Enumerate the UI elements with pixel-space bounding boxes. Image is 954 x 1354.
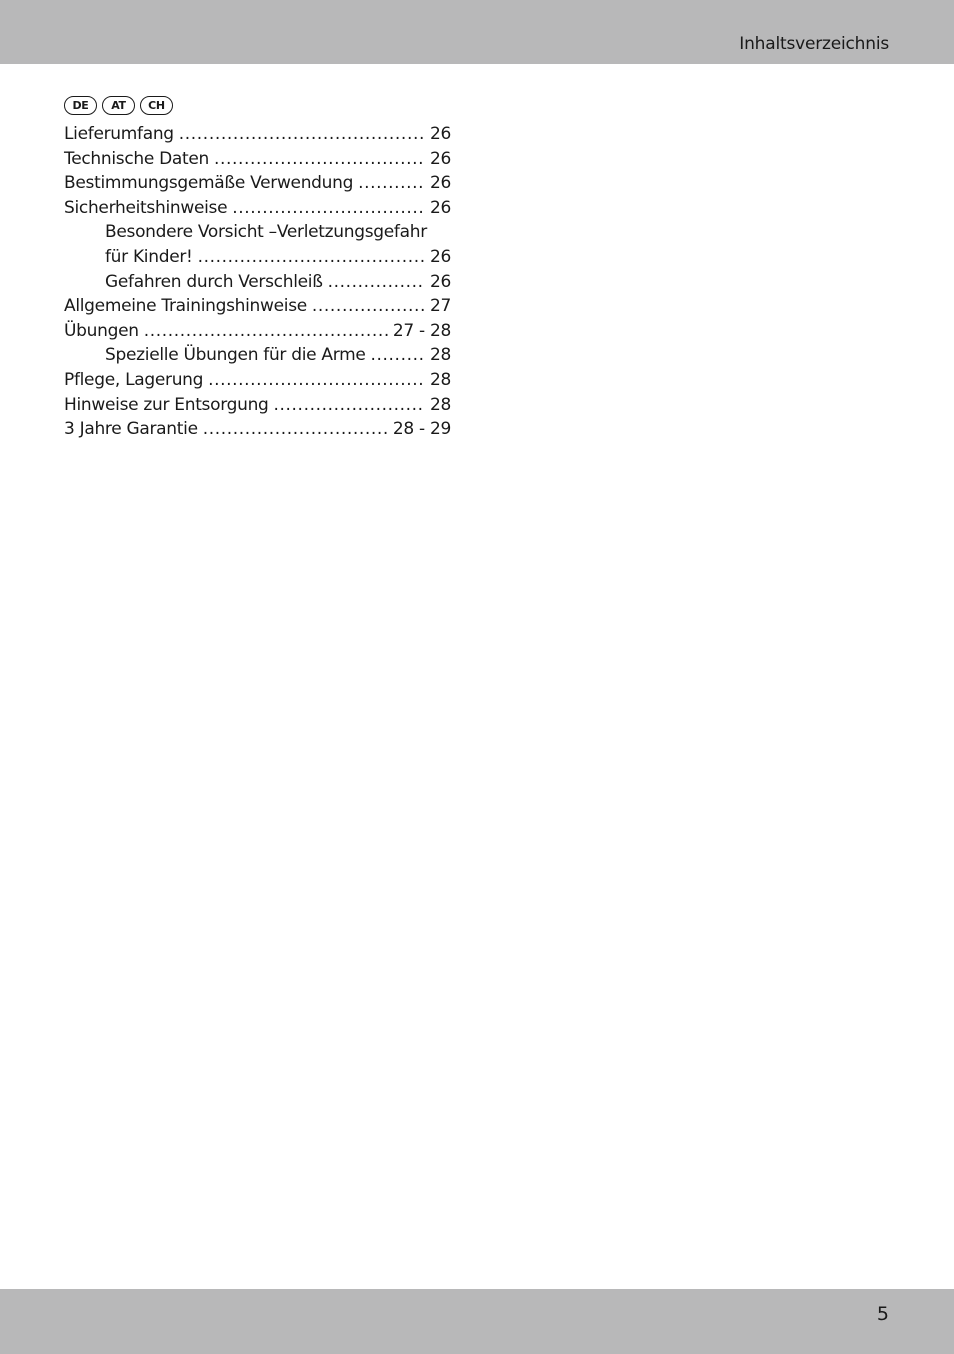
toc-entry-label: Bestimmungsgemäße Verwendung [64, 173, 354, 194]
toc-entry-label: Sicherheitshinweise [64, 197, 228, 218]
toc-dot-leader [371, 343, 425, 368]
toc-entry-label: Pflege, Lagerung [64, 369, 204, 390]
toc-dot-leader [214, 147, 425, 172]
toc-entry-page: 28 [429, 394, 451, 415]
toc-entry[interactable] [64, 319, 451, 344]
toc-dot-leader [274, 393, 425, 418]
toc-entry-page: 27 [429, 296, 451, 317]
toc-entry[interactable] [64, 196, 451, 221]
toc-entry-label: 3 Jahre Garantie [64, 419, 198, 440]
toc-entry-page: 28 [429, 345, 451, 366]
footer-bar [0, 1289, 954, 1354]
toc-dot-leader [312, 294, 425, 319]
toc-dot-leader [232, 196, 425, 221]
toc-entry-label: Lieferumfang [64, 124, 174, 144]
toc-dot-leader [179, 122, 425, 147]
page-title: Inhaltsverzeichnis [739, 34, 889, 54]
toc-dot-leader [328, 270, 425, 295]
header-bar [0, 0, 954, 64]
toc-entry[interactable] [64, 368, 451, 393]
country-badge-at: AT [102, 96, 135, 115]
toc-entry-label: Technische Daten [64, 148, 210, 169]
toc-entry-page: 26 [429, 173, 451, 194]
toc-entry-page: 28 - 29 [392, 419, 451, 440]
toc-entry[interactable] [64, 122, 451, 147]
toc-entry-page: 27 - 28 [392, 320, 451, 341]
country-badge-ch: CH [140, 96, 173, 115]
toc-entry-page: 26 [429, 124, 451, 144]
toc-dot-leader [144, 319, 388, 344]
toc-dot-leader [208, 368, 425, 393]
table-of-contents [64, 122, 451, 442]
country-badges [64, 96, 173, 115]
toc-entry[interactable] [64, 245, 451, 270]
page-number: 5 [876, 1303, 889, 1325]
toc-entry[interactable] [64, 294, 451, 319]
toc-entry-page: 26 [429, 246, 451, 267]
toc-entry[interactable] [64, 343, 451, 368]
toc-dot-leader [198, 245, 425, 270]
toc-entry-label: Allgemeine Trainingshinweise [64, 296, 307, 317]
toc-entry-page: 26 [429, 197, 451, 218]
toc-dot-leader [203, 417, 388, 442]
toc-entry-label: für Kinder! [105, 246, 193, 267]
toc-entry-label: Besondere Vorsicht –Verletzungsgefahr [105, 222, 427, 243]
toc-entry[interactable] [64, 417, 451, 442]
toc-entry[interactable] [64, 393, 451, 418]
toc-entry-page: 26 [429, 148, 451, 169]
toc-entry[interactable] [64, 147, 451, 172]
toc-entry-label: Gefahren durch Verschleiß [105, 271, 323, 292]
country-badge-de: DE [64, 96, 97, 115]
toc-entry-label: Übungen [64, 320, 139, 341]
toc-entry[interactable] [64, 171, 451, 196]
toc-entry-label: Hinweise zur Entsorgung [64, 394, 269, 415]
toc-dot-leader [358, 171, 425, 196]
toc-entry[interactable] [64, 270, 451, 295]
toc-entry[interactable] [64, 220, 451, 245]
toc-entry-page: 26 [429, 271, 451, 292]
toc-entry-page: 28 [429, 369, 451, 390]
toc-entry-label: Spezielle Übungen für die Arme [105, 345, 366, 366]
